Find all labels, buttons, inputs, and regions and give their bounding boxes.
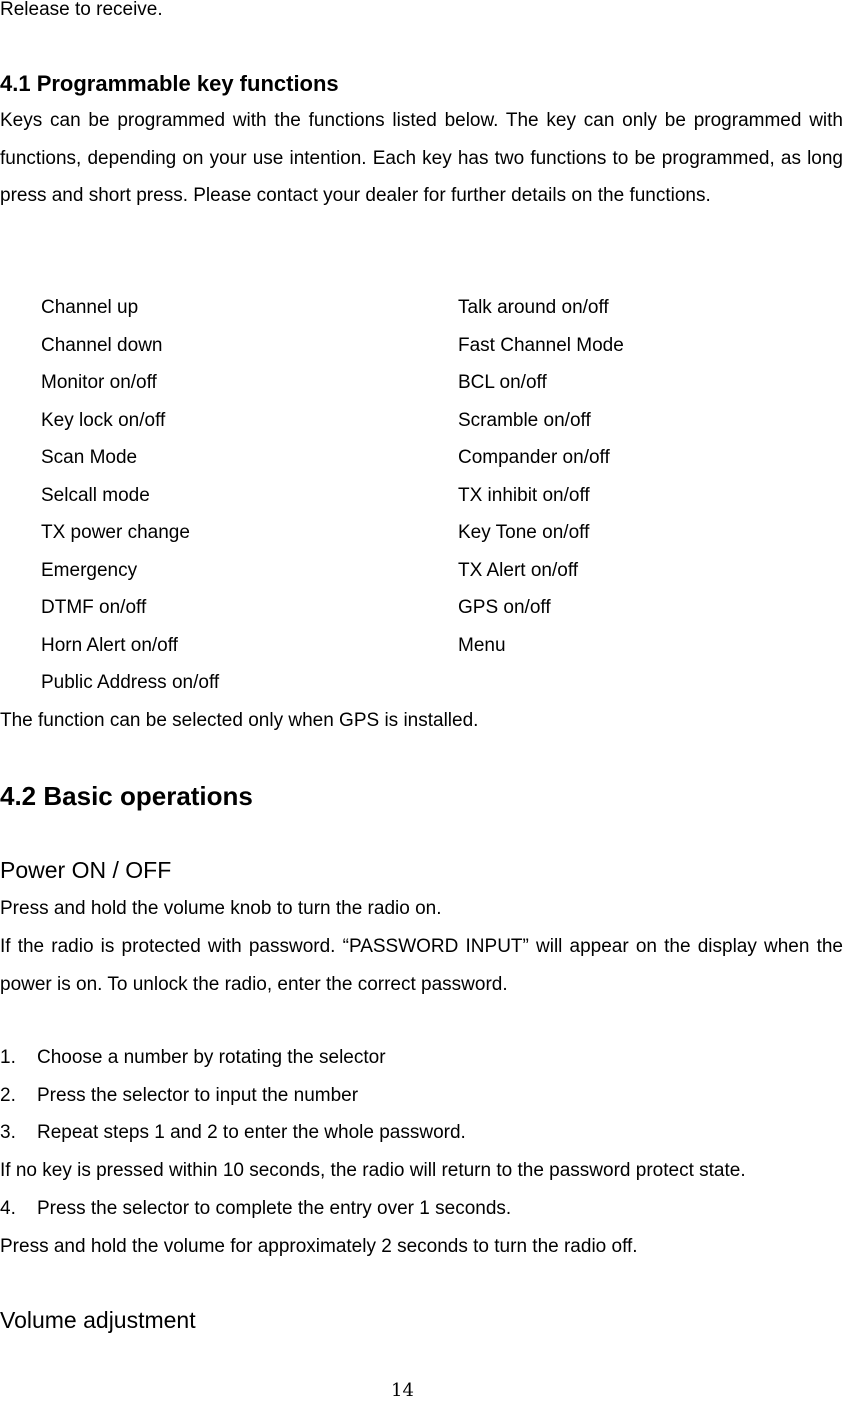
function-item: DTMF on/off xyxy=(41,597,147,618)
power-off-note: Press and hold the volume for approximately 2 seconds to turn the radio off. xyxy=(0,1236,638,1257)
function-item: Compander on/off xyxy=(458,447,610,468)
function-item: Scramble on/off xyxy=(458,409,591,431)
function-item: Menu xyxy=(458,634,506,656)
password-paragraph: If the radio is protected with password. “PASSWORD INPUT” will appear on the display when the power is on. To unlock the radio, enter the correct password. xyxy=(0,936,843,995)
step-number: 1. xyxy=(0,1047,16,1068)
function-item: Emergency xyxy=(41,559,138,581)
page-number: 14 xyxy=(391,1380,414,1401)
step-number: 3. xyxy=(0,1122,16,1143)
step-text: Choose a number by rotating the selector xyxy=(37,1047,386,1068)
function-item: GPS on/off xyxy=(458,597,551,618)
intro-line: Release to receive. xyxy=(0,0,163,20)
section-4-2-heading: 4.2 Basic operations xyxy=(0,781,253,811)
function-item: TX Alert on/off xyxy=(458,559,579,581)
step-number: 2. xyxy=(0,1085,16,1106)
function-item: Key lock on/off xyxy=(41,409,166,431)
power-subheading: Power ON / OFF xyxy=(0,857,172,883)
function-item: Horn Alert on/off xyxy=(41,634,178,656)
function-item: Channel up xyxy=(41,297,139,318)
step-item xyxy=(0,1047,386,1069)
function-item: Talk around on/off xyxy=(458,297,609,318)
volume-subheading: Volume adjustment xyxy=(0,1307,196,1333)
step-number: 4. xyxy=(0,1198,16,1219)
functions-left-column xyxy=(41,289,219,702)
gps-note: The function can be selected only when GPS is installed. xyxy=(0,710,479,731)
section-4-1-heading: 4.1 Programmable key functions xyxy=(0,71,339,96)
function-item: Channel down xyxy=(41,334,163,356)
function-item: Selcall mode xyxy=(41,484,150,506)
section-4-1-paragraph: Keys can be programmed with the functions listed below. The key can only be programmed with functions, depending on your use intention. Each key has two functions to be programmed, as long press and short press. Please contact your dealer for further details on the functions. xyxy=(0,110,843,206)
function-item: Scan Mode xyxy=(41,447,138,468)
function-item: TX power change xyxy=(41,522,190,543)
step-text: Repeat steps 1 and 2 to enter the whole password. xyxy=(37,1122,466,1143)
function-item: Key Tone on/off xyxy=(458,522,590,543)
power-on-line: Press and hold the volume knob to turn the radio on. xyxy=(0,898,442,919)
step-item xyxy=(0,1122,466,1144)
function-item: BCL on/off xyxy=(458,372,547,393)
step-text: Press the selector to complete the entry over 1 seconds. xyxy=(37,1198,512,1219)
functions-right-column xyxy=(458,289,624,664)
function-item: TX inhibit on/off xyxy=(458,484,590,506)
function-item: Public Address on/off xyxy=(41,672,220,693)
step-text: Press the selector to input the number xyxy=(37,1085,359,1106)
function-item: Fast Channel Mode xyxy=(458,334,624,356)
function-item: Monitor on/off xyxy=(41,372,157,393)
step-item xyxy=(0,1198,511,1220)
step-item xyxy=(0,1085,358,1107)
timeout-note: If no key is pressed within 10 seconds, the radio will return to the password protect state. xyxy=(0,1160,746,1181)
